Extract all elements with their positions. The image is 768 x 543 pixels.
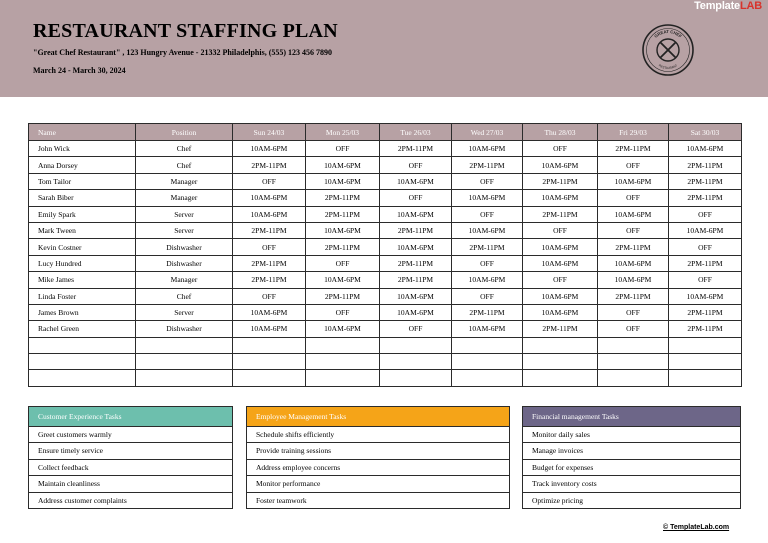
table-row — [29, 321, 742, 337]
table-row — [29, 141, 742, 157]
shift-cell — [306, 354, 380, 370]
shift-cell: OFF — [306, 304, 380, 320]
table-row — [29, 288, 742, 304]
financial-management-tasks-panel — [522, 406, 741, 509]
header-banner — [0, 0, 768, 97]
employee-name-cell — [29, 337, 136, 353]
task-item: Foster teamwork — [247, 493, 509, 509]
svg-text:GREAT CHEF — [653, 29, 683, 39]
employee-name-cell — [29, 354, 136, 370]
shift-cell: 10AM-6PM — [523, 255, 598, 271]
column-header: Mon 25/03 — [306, 124, 380, 141]
shift-cell: 2PM-11PM — [380, 255, 452, 271]
position-cell: Chef — [136, 141, 233, 157]
shift-cell: 2PM-11PM — [380, 141, 452, 157]
shift-cell: 10AM-6PM — [523, 157, 598, 173]
shift-cell: 2PM-11PM — [598, 141, 669, 157]
position-cell: Manager — [136, 173, 233, 189]
shift-cell — [233, 337, 306, 353]
column-header: Thu 28/03 — [523, 124, 598, 141]
shift-cell: 10AM-6PM — [380, 288, 452, 304]
shift-cell: 2PM-11PM — [380, 222, 452, 238]
shift-cell: 2PM-11PM — [523, 206, 598, 222]
task-item: Greet customers warmly — [29, 427, 232, 443]
shift-cell: 10AM-6PM — [669, 288, 742, 304]
customer-experience-tasks-panel — [28, 406, 233, 509]
position-cell: Manager — [136, 272, 233, 288]
shift-cell: 2PM-11PM — [669, 157, 742, 173]
shift-cell: 2PM-11PM — [233, 222, 306, 238]
shift-cell: OFF — [233, 173, 306, 189]
shift-cell: 2PM-11PM — [669, 321, 742, 337]
task-panel-title: Customer Experience Tasks — [29, 407, 232, 427]
shift-cell: 10AM-6PM — [306, 321, 380, 337]
shift-cell: 10AM-6PM — [233, 190, 306, 206]
shift-cell: 2PM-11PM — [306, 206, 380, 222]
shift-cell: 2PM-11PM — [598, 239, 669, 255]
shift-cell — [598, 370, 669, 386]
shift-cell: OFF — [523, 222, 598, 238]
shift-cell: 10AM-6PM — [380, 206, 452, 222]
position-cell: Dishwasher — [136, 255, 233, 271]
shift-cell: OFF — [452, 173, 523, 189]
task-item: Monitor daily sales — [523, 427, 740, 443]
task-item: Maintain cleanliness — [29, 476, 232, 492]
table-row — [29, 157, 742, 173]
shift-cell — [669, 354, 742, 370]
position-cell: Server — [136, 206, 233, 222]
templatelab-link[interactable]: © TemplateLab.com — [663, 524, 730, 531]
shift-cell: 2PM-11PM — [233, 255, 306, 271]
shift-cell: 2PM-11PM — [669, 304, 742, 320]
shift-cell: 10AM-6PM — [380, 173, 452, 189]
shift-cell: 2PM-11PM — [306, 190, 380, 206]
shift-cell: 2PM-11PM — [669, 255, 742, 271]
shift-cell — [523, 337, 598, 353]
shift-cell: 2PM-11PM — [306, 288, 380, 304]
employee-name-cell: Mark Tween — [29, 222, 136, 238]
task-item: Budget for expenses — [523, 460, 740, 476]
task-item: Track inventory costs — [523, 476, 740, 492]
column-header: Sun 24/03 — [233, 124, 306, 141]
position-cell: Chef — [136, 288, 233, 304]
shift-cell — [233, 370, 306, 386]
shift-cell — [380, 337, 452, 353]
shift-cell: 10AM-6PM — [598, 173, 669, 189]
table-row — [29, 337, 742, 353]
employee-name-cell: Linda Foster — [29, 288, 136, 304]
employee-name-cell: Anna Dorsey — [29, 157, 136, 173]
shift-cell: 10AM-6PM — [669, 222, 742, 238]
task-item: Address customer complaints — [29, 493, 232, 509]
logo-bottom-text: RESTAURANT — [657, 63, 679, 71]
table-row — [29, 173, 742, 189]
shift-cell: 10AM-6PM — [452, 141, 523, 157]
position-cell: Chef — [136, 157, 233, 173]
logo-arc-text: GREAT CHEF — [653, 28, 683, 39]
shift-cell: 2PM-11PM — [233, 157, 306, 173]
shift-cell: 2PM-11PM — [233, 272, 306, 288]
employee-name-cell: Mike James — [29, 272, 136, 288]
shift-cell: OFF — [598, 157, 669, 173]
employee-name-cell: Emily Spark — [29, 206, 136, 222]
shift-cell: 10AM-6PM — [306, 222, 380, 238]
svg-text:RESTAURANT — [658, 63, 678, 70]
staffing-schedule-table — [28, 123, 742, 387]
shift-cell: 10AM-6PM — [452, 272, 523, 288]
column-header: Sat 30/03 — [669, 124, 742, 141]
column-header: Fri 29/03 — [598, 124, 669, 141]
shift-cell: 10AM-6PM — [233, 206, 306, 222]
shift-cell: 10AM-6PM — [306, 173, 380, 189]
shift-cell — [452, 370, 523, 386]
shift-cell: OFF — [598, 321, 669, 337]
shift-cell: 10AM-6PM — [598, 206, 669, 222]
shift-cell: 2PM-11PM — [669, 190, 742, 206]
shift-cell: 10AM-6PM — [523, 190, 598, 206]
task-item: Optimize pricing — [523, 493, 740, 509]
shift-cell — [380, 354, 452, 370]
table-row — [29, 239, 742, 255]
shift-cell: 10AM-6PM — [306, 272, 380, 288]
task-item: Manage invoices — [523, 443, 740, 459]
shift-cell — [306, 370, 380, 386]
shift-cell: OFF — [452, 206, 523, 222]
shift-cell: OFF — [598, 190, 669, 206]
schedule-header-row — [29, 124, 742, 141]
employee-name-cell: Tom Tailor — [29, 173, 136, 189]
position-cell: Dishwasher — [136, 239, 233, 255]
table-row — [29, 272, 742, 288]
column-header: Name — [29, 124, 136, 141]
shift-cell: OFF — [598, 222, 669, 238]
shift-cell: 2PM-11PM — [523, 321, 598, 337]
position-cell: Server — [136, 304, 233, 320]
task-item: Address employee concerns — [247, 460, 509, 476]
shift-cell: 10AM-6PM — [598, 272, 669, 288]
shift-cell: 10AM-6PM — [380, 239, 452, 255]
shift-cell — [669, 337, 742, 353]
shift-cell: 10AM-6PM — [306, 157, 380, 173]
position-cell — [136, 337, 233, 353]
shift-cell: 10AM-6PM — [523, 288, 598, 304]
position-cell — [136, 354, 233, 370]
employee-name-cell: Sarah Biber — [29, 190, 136, 206]
task-item: Provide training sessions — [247, 443, 509, 459]
shift-cell: 2PM-11PM — [380, 272, 452, 288]
shift-cell: 2PM-11PM — [452, 157, 523, 173]
shift-cell — [452, 354, 523, 370]
shift-cell — [380, 370, 452, 386]
employee-name-cell: James Brown — [29, 304, 136, 320]
shift-cell: OFF — [452, 255, 523, 271]
employee-name-cell — [29, 370, 136, 386]
table-row — [29, 190, 742, 206]
table-row — [29, 255, 742, 271]
shift-cell: 2PM-11PM — [598, 288, 669, 304]
employee-name-cell: Kevin Costner — [29, 239, 136, 255]
column-header: Wed 27/03 — [452, 124, 523, 141]
task-item: Monitor performance — [247, 476, 509, 492]
task-item: Collect feedback — [29, 460, 232, 476]
shift-cell: OFF — [669, 239, 742, 255]
shift-cell: 10AM-6PM — [233, 141, 306, 157]
shift-cell: 10AM-6PM — [380, 304, 452, 320]
shift-cell: 2PM-11PM — [523, 173, 598, 189]
shift-cell: 2PM-11PM — [452, 239, 523, 255]
position-cell: Server — [136, 222, 233, 238]
shift-cell — [598, 337, 669, 353]
shift-cell — [523, 370, 598, 386]
task-item: Schedule shifts efficiently — [247, 427, 509, 443]
shift-cell — [598, 354, 669, 370]
task-panel-title: Employee Management Tasks — [247, 407, 509, 427]
shift-cell: OFF — [380, 190, 452, 206]
shift-cell: OFF — [233, 288, 306, 304]
shift-cell: 10AM-6PM — [233, 304, 306, 320]
shift-cell: OFF — [669, 206, 742, 222]
position-cell: Manager — [136, 190, 233, 206]
table-row — [29, 206, 742, 222]
employee-name-cell: John Wick — [29, 141, 136, 157]
shift-cell: 10AM-6PM — [598, 255, 669, 271]
table-row — [29, 304, 742, 320]
shift-cell — [306, 337, 380, 353]
shift-cell: OFF — [523, 272, 598, 288]
shift-cell: OFF — [233, 239, 306, 255]
date-range: March 24 - March 30, 2024 — [33, 66, 126, 75]
position-cell — [136, 370, 233, 386]
employee-management-tasks-panel — [246, 406, 510, 509]
shift-cell — [669, 370, 742, 386]
shift-cell: 10AM-6PM — [523, 239, 598, 255]
shift-cell: 10AM-6PM — [452, 222, 523, 238]
table-row — [29, 222, 742, 238]
templatelab-brand[interactable]: TemplateLAB — [694, 0, 762, 12]
employee-name-cell: Rachel Green — [29, 321, 136, 337]
shift-cell: 10AM-6PM — [233, 321, 306, 337]
shift-cell: 10AM-6PM — [452, 190, 523, 206]
employee-name-cell: Lucy Hundred — [29, 255, 136, 271]
shift-cell: 10AM-6PM — [669, 141, 742, 157]
restaurant-address: "Great Chef Restaurant" , 123 Hungry Avenue - 21332 Philadelphis, (555) 123 456 7890 — [33, 48, 333, 57]
shift-cell: OFF — [523, 141, 598, 157]
shift-cell: OFF — [380, 321, 452, 337]
column-header: Tue 26/03 — [380, 124, 452, 141]
page-title: RESTAURANT STAFFING PLAN — [33, 20, 338, 42]
crossed-fork-knife-badge-icon — [641, 23, 695, 77]
task-item: Ensure timely service — [29, 443, 232, 459]
table-row — [29, 354, 742, 370]
shift-cell: 2PM-11PM — [452, 304, 523, 320]
shift-cell: 2PM-11PM — [306, 239, 380, 255]
shift-cell: OFF — [598, 304, 669, 320]
shift-cell: OFF — [306, 141, 380, 157]
task-panel-title: Financial management Tasks — [523, 407, 740, 427]
position-cell: Dishwasher — [136, 321, 233, 337]
column-header: Position — [136, 124, 233, 141]
shift-cell: 10AM-6PM — [523, 304, 598, 320]
shift-cell: OFF — [669, 272, 742, 288]
shift-cell — [523, 354, 598, 370]
shift-cell: OFF — [306, 255, 380, 271]
shift-cell — [233, 354, 306, 370]
table-row — [29, 370, 742, 386]
shift-cell: 2PM-11PM — [669, 173, 742, 189]
shift-cell: 10AM-6PM — [452, 321, 523, 337]
shift-cell — [452, 337, 523, 353]
shift-cell: OFF — [380, 157, 452, 173]
shift-cell: OFF — [452, 288, 523, 304]
